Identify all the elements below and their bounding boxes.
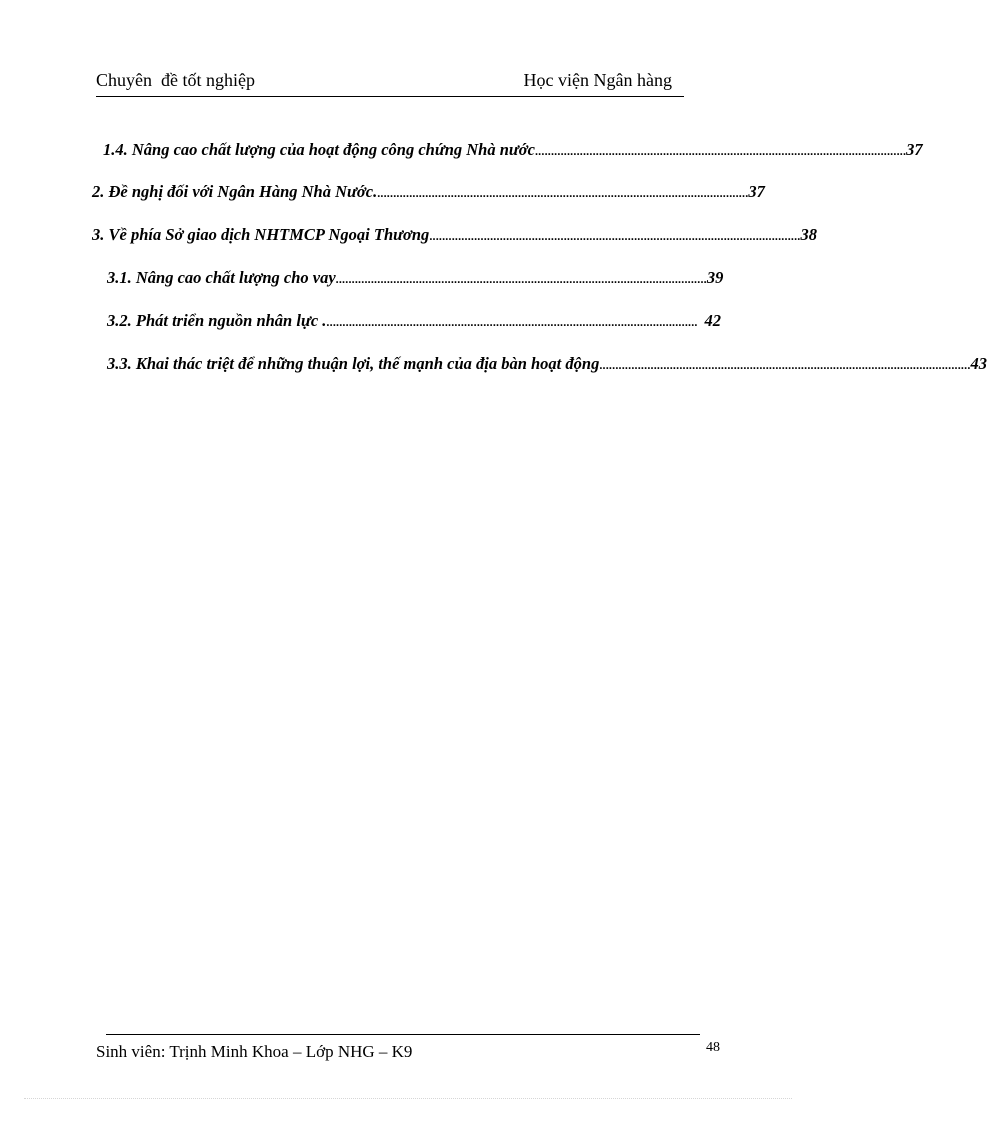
toc-entry[interactable] <box>107 353 987 376</box>
toc-entry-title: 3.1. Nâng cao chất lượng cho vay <box>107 268 336 287</box>
toc-entry-title: 1.4. Nâng cao chất lượng của hoạt động công chứng Nhà nước <box>103 140 535 159</box>
toc-leader-dots: .................................................................................................................... <box>599 358 971 372</box>
toc-leader-dots: .................................................................................................................... <box>326 315 698 329</box>
toc-entry-title: 2. Đề nghị đối với Ngân Hàng Nhà Nước. <box>92 182 378 201</box>
footer-divider <box>106 1034 700 1035</box>
toc-leader-dots: .................................................................................................................... <box>534 144 907 158</box>
toc-entry-title: 3.2. Phát triển nguồn nhân lực . <box>107 311 327 330</box>
toc-leader-dots: .................................................................................................................... <box>377 186 749 200</box>
header-institution-label: Học viện Ngân hàng <box>523 70 672 90</box>
toc-entry[interactable] <box>92 224 818 247</box>
footer-page-number: 48 <box>706 1040 720 1055</box>
footer-student-info: Sinh viên: Trịnh Minh Khoa – Lớp NHG – K9 <box>96 1042 413 1061</box>
toc-leader-dots: .................................................................................................................... <box>429 229 801 243</box>
toc-entry[interactable] <box>107 310 721 333</box>
toc-entry[interactable] <box>107 267 724 290</box>
toc-entry-page: 39 <box>706 268 724 287</box>
header-thesis-label: Chuyên đề tốt nghiệp <box>96 70 255 90</box>
toc-entry-page: 43 <box>970 354 987 373</box>
toc-entry-page: 37 <box>748 182 765 201</box>
toc-entry-title: 3. Về phía Sở giao dịch NHTMCP Ngoại Thương <box>92 225 430 244</box>
page-bottom-border <box>24 1098 792 1099</box>
toc-entry-title: 3.3. Khai thác triệt để những thuận lợi, thế mạnh của địa bàn hoạt động <box>107 354 600 373</box>
toc-entry[interactable] <box>103 139 923 162</box>
toc-entry-page: 42 <box>704 311 721 330</box>
toc-entry[interactable] <box>92 181 765 204</box>
toc-entry-page: 37 <box>906 140 923 159</box>
toc-leader-dots: .................................................................................................................... <box>335 272 707 286</box>
page-header <box>96 70 684 97</box>
toc-entry-page: 38 <box>800 225 818 244</box>
